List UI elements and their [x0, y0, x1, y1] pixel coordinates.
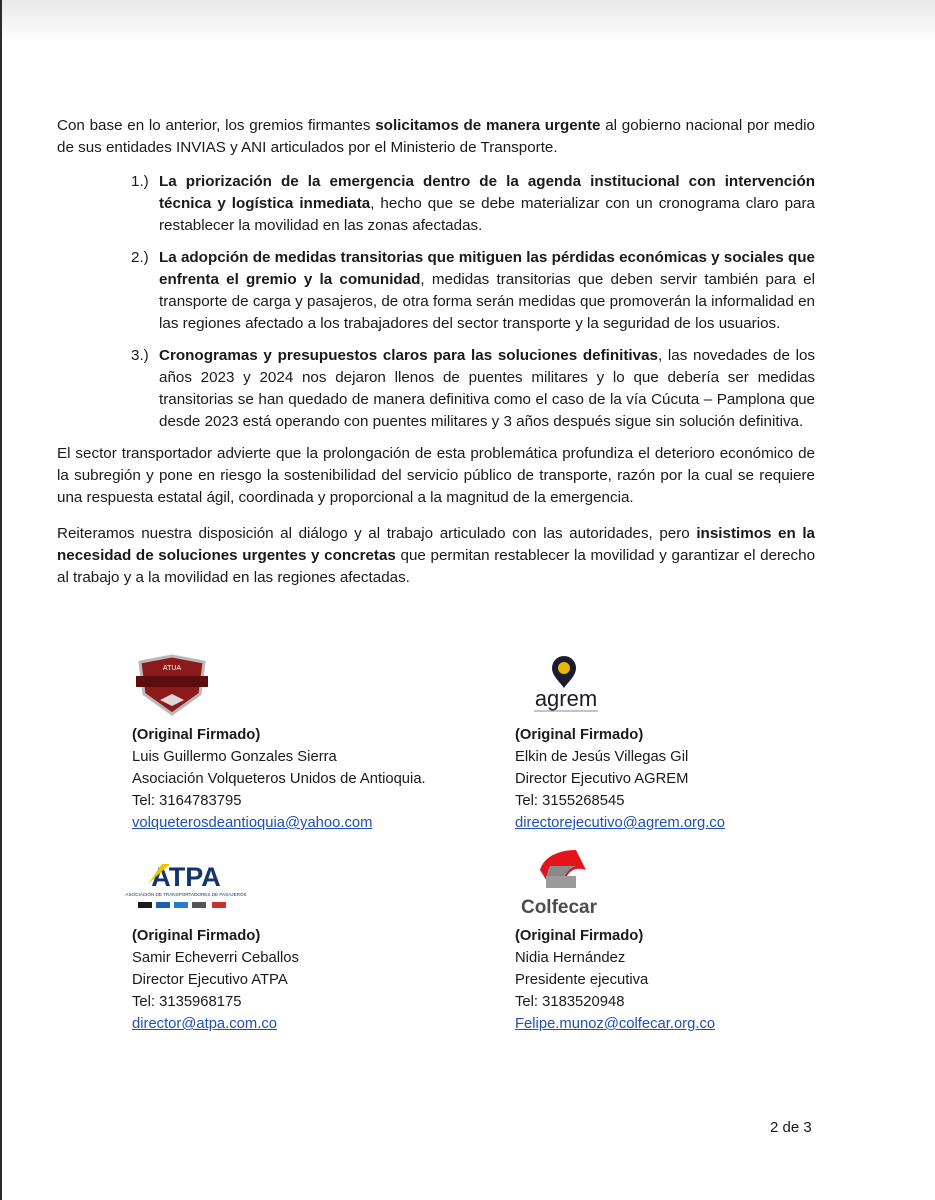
- agrem-logo-text: agrem: [534, 686, 598, 711]
- colfecar-logo-text: Colfecar: [520, 897, 598, 918]
- signer-phone: Tel: 3164783795: [132, 793, 242, 809]
- warning-paragraph: El sector transportador advierte que la prolongación de esta problemática profundiza el deterioro económico de la subregión y pone en riesgo la sostenibilidad del servicio público de transporte, razón por la cual se requiere una respuesta estatal ágil, coordinada y proporcional a la magnitud de la emergencia.: [57, 445, 815, 506]
- signer-email-link[interactable]: directorejecutivo@agrem.org.co: [515, 815, 725, 831]
- scan-top-edge: [0, 0, 935, 44]
- agrem-logo: [526, 654, 610, 714]
- list-item: 2.) La adopción de medidas transitorias que mitiguen las pérdidas económicas y sociales que enfrenta el gremio y la comunidad, medidas transitorias que deben servir también para el transporte de carga y pasajeros, de otra forma serán medidas que promoverán la informalidad en las regiones afectado a los trabajadores del sector transporte y la seguridad de los usuarios.: [131, 249, 815, 332]
- intro-paragraph: Con base en lo anterior, los gremios firmantes solicitamos de manera urgente al gobierno nacional por medio de sus entidades INVIAS y ANI articulados por el Ministerio de Transporte.: [57, 117, 816, 156]
- original-signed-label: (Original Firmado): [515, 727, 644, 743]
- signer-role: Director Ejecutivo ATPA: [132, 972, 288, 988]
- atpa-logo-subtext: ASOCIACIÓN DE TRANSPORTADORES DE PASAJEROS: [125, 892, 247, 897]
- list-item: 3.) Cronogramas y presupuestos claros para las soluciones definitivas, las novedades de los años 2023 y 2024 nos dejaron llenos de puentes militares y lo que debería ser medidas transitorias se han quedado de manera definitiva como el caso de la vía Cúcuta – Pamplona que desde 2023 está operando con puentes militares y 3 años después sigue sin solución definitiva.: [131, 347, 815, 430]
- signature-block-atpa: [132, 925, 299, 1035]
- original-signed-label: (Original Firmado): [132, 928, 261, 944]
- signature-block-colfecar: [515, 925, 715, 1035]
- signer-phone: Tel: 3135968175: [132, 994, 242, 1010]
- closing-paragraph: Reiteramos nuestra disposición al diálogo y al trabajo articulado con las autoridades, pero insistimos en la necesidad de soluciones urgentes y concretas que permitan restablecer la movilidad y garantizar el derecho al trabajo y a la movilidad en las regiones afectadas.: [57, 525, 816, 586]
- signer-email-link[interactable]: Felipe.munoz@colfecar.org.co: [515, 1016, 716, 1032]
- colfecar-logo: [516, 846, 602, 918]
- signer-role: Director Ejecutivo AGREM: [515, 771, 689, 787]
- signer-email-link[interactable]: volqueterosdeantioquia@yahoo.com: [132, 815, 373, 831]
- signer-role: Presidente ejecutiva: [515, 972, 649, 988]
- logo-atua-text: ATUA: [162, 665, 182, 672]
- signature-block-agrem: [515, 724, 725, 834]
- signer-name: Nidia Hernández: [515, 950, 626, 966]
- list-item: 1.) La priorización de la emergencia dentro de la agenda institucional con intervención técnica y logística inmediata, hecho que se debe materializar con un cronograma claro para restablecer la movilidad en las zonas afectadas.: [131, 173, 816, 234]
- atpa-logo: [125, 860, 247, 912]
- atpa-logo-text: ATPA: [151, 862, 221, 892]
- volqueteros-shield-logo: [132, 656, 212, 718]
- signer-role: Asociación Volqueteros Unidos de Antioquia.: [132, 771, 426, 787]
- signer-email-link[interactable]: director@atpa.com.co: [132, 1016, 277, 1032]
- page-number: 2 de 3: [770, 1119, 812, 1136]
- signer-phone: Tel: 3183520948: [515, 994, 625, 1010]
- scan-left-edge: [0, 0, 2, 1200]
- original-signed-label: (Original Firmado): [132, 727, 261, 743]
- signer-name: Samir Echeverri Ceballos: [132, 950, 299, 966]
- signer-phone: Tel: 3155268545: [515, 793, 625, 809]
- letter-body: [57, 115, 815, 589]
- signature-block-volqueteros: [132, 724, 426, 834]
- original-signed-label: (Original Firmado): [515, 928, 644, 944]
- signer-name: Elkin de Jesús Villegas Gil: [515, 749, 689, 765]
- signer-name: Luis Guillermo Gonzales Sierra: [132, 749, 337, 765]
- request-list: [131, 171, 815, 433]
